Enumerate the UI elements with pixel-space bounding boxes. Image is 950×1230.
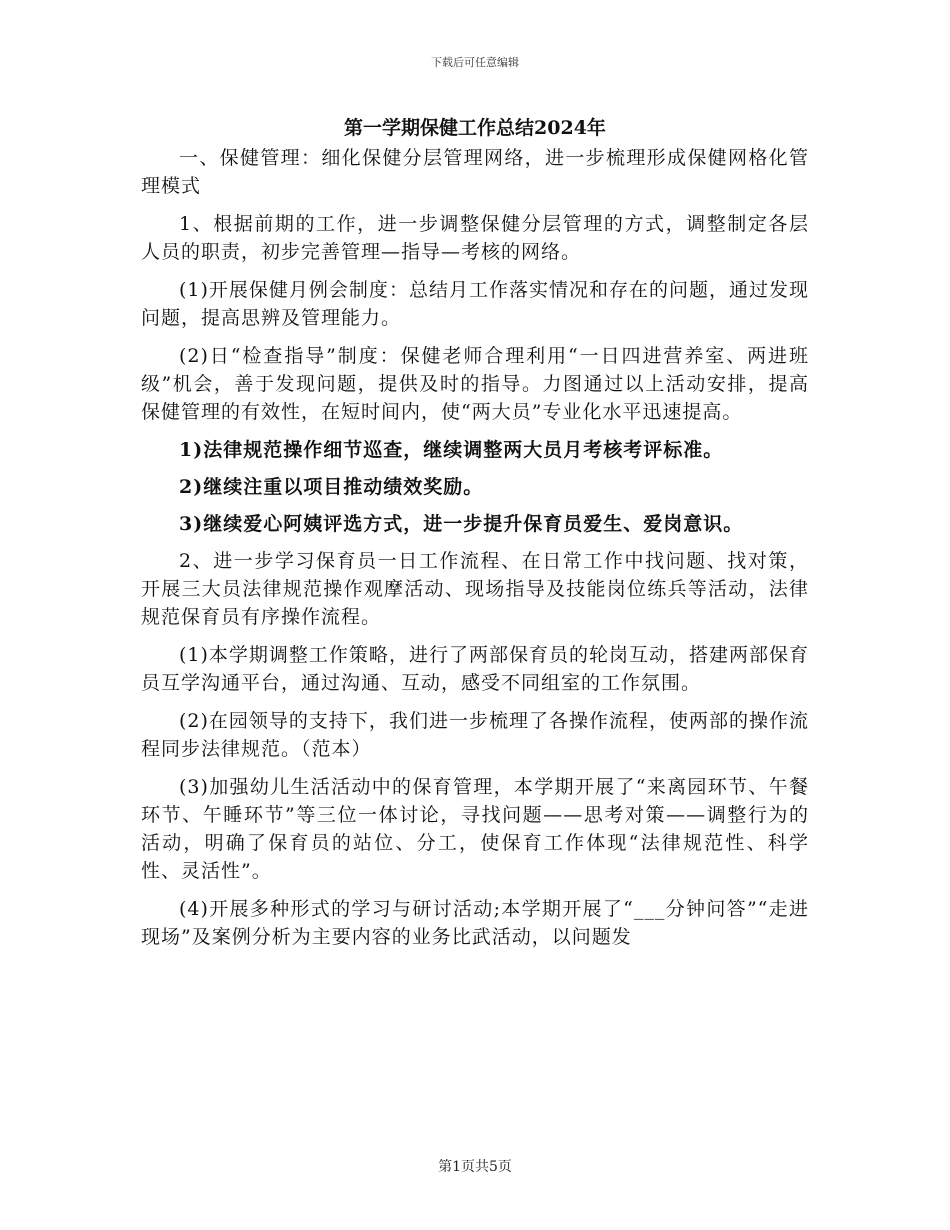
paragraph: 2、进一步学习保育员一日工作流程、在日常工作中找问题、找对策，开展三大员法律规范操作观摩活动、现场指导及技能岗位练兵等活动，法律规范保育员有序操作流程。	[141, 550, 809, 628]
paragraph: (1)本学期调整工作策略，进行了两部保育员的轮岗互动，搭建两部保育员互学沟通平台，通过沟通、互动，感受不同组室的工作氛围。	[141, 644, 809, 694]
paragraph: 1)法律规范操作细节巡查，继续调整两大员月考核考评标准。	[179, 439, 724, 461]
paragraph: (2)在园领导的支持下，我们进一步梳理了各操作流程，使两部的操作流程同步法律规范。（范本）	[141, 710, 809, 760]
document-title: 第一学期保健工作总结2024年	[344, 117, 606, 139]
page-header-note: 下载后可任意编辑	[431, 56, 519, 69]
paragraph: 1、根据前期的工作，进一步调整保健分层管理的方式，调整制定各层人员的职责，初步完善管理—指导—考核的网络。	[141, 213, 809, 263]
paragraph-list	[141, 144, 809, 951]
paragraph: (4)开展多种形式的学习与研讨活动;本学期开展了“___分钟问答”“走进现场”及案例分析为主要内容的业务比武活动，以问题发	[141, 898, 809, 948]
paragraph: 2)继续注重以项目推动绩效奖励。	[179, 476, 484, 498]
paragraph: (1)开展保健月例会制度：总结月工作落实情况和存在的问题，通过发现问题，提高思辨及管理能力。	[141, 279, 809, 329]
paragraph: 3)继续爱心阿姨评选方式，进一步提升保育员爱生、爱岗意识。	[179, 513, 744, 535]
paragraph: (3)加强幼儿生活活动中的保育管理，本学期开展了“来离园环节、午餐环节、午睡环节”等三位一体讨论，寻找问题——思考对策——调整行为的活动，明确了保育员的站位、分工，使保育工作体现“法律规范性、科学性、灵活性”。	[141, 776, 809, 882]
document-body	[141, 112, 809, 961]
page-number: 第1页共5页	[438, 1159, 512, 1175]
paragraph: 一、保健管理：细化保健分层管理网络，进一步梳理形成保健网格化管理模式	[141, 147, 809, 197]
paragraph: (2)日“检查指导”制度：保健老师合理利用“一日四进营养室、两进班级”机会，善于发现问题，提供及时的指导。力图通过以上活动安排，提高保健管理的有效性，在短时间内，使“两大员”专业化水平迅速提高。	[141, 345, 809, 423]
